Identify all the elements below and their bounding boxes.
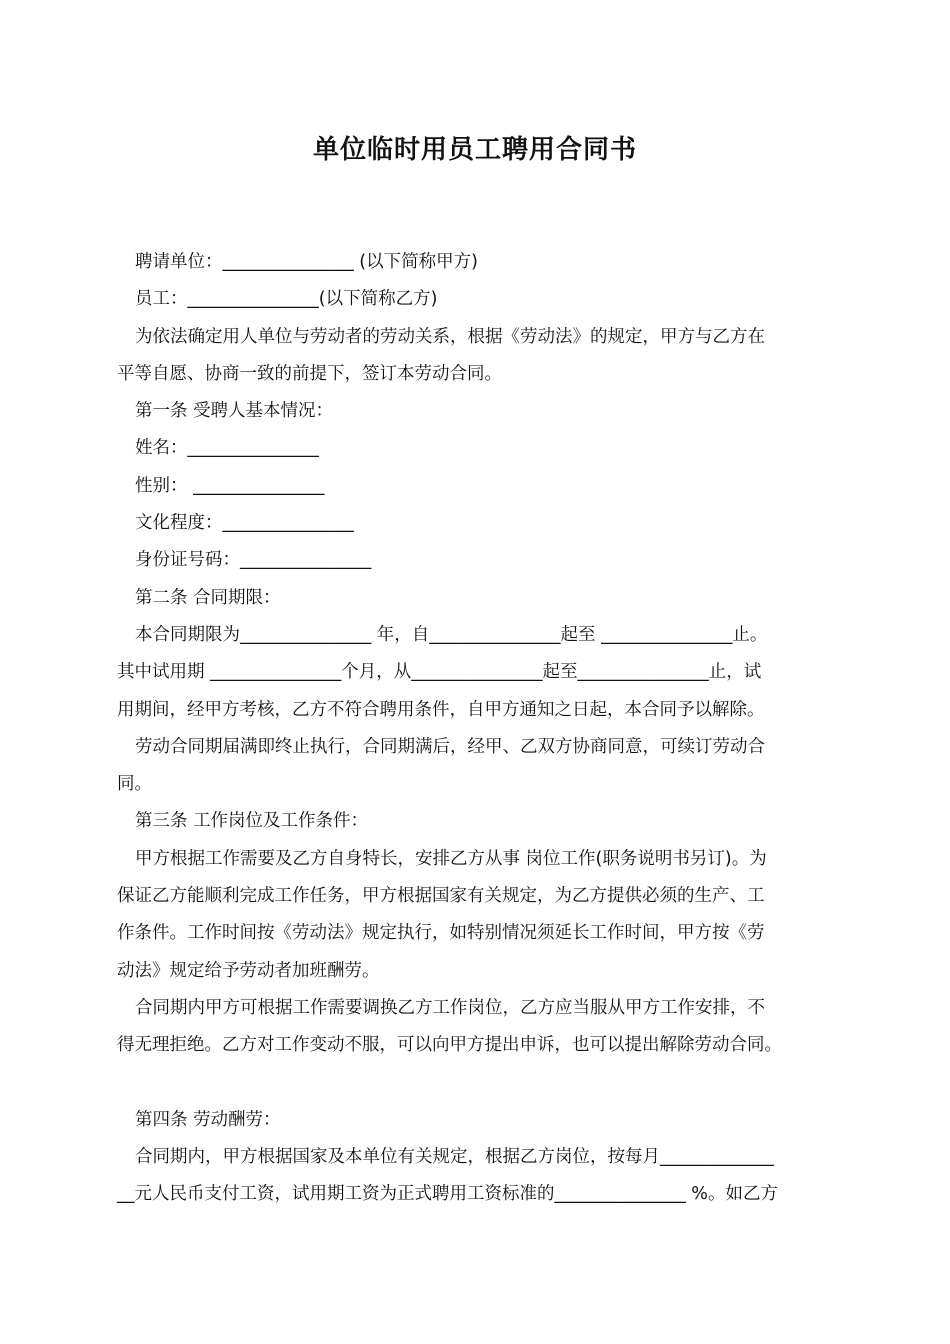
article-1-heading: 第一条 受聘人基本情况： bbox=[135, 401, 334, 422]
transfer-line-1: 合同期内甲方可根据工作需要调换乙方工作岗位，乙方应当服从甲方工作安排，不 bbox=[135, 997, 765, 1018]
gender-field-line: 性别： _______________ bbox=[135, 475, 325, 496]
position-line-2: 保证乙方能顺利完成工作任务，甲方根据国家有关规定，为乙方提供必须的生产、工 bbox=[117, 886, 765, 907]
probation-line: 其中试用期 _______________个月，从_______________起至_______________止，试 bbox=[117, 662, 762, 683]
employer-line: 聘请单位：_______________ (以下简称甲方) bbox=[135, 252, 478, 272]
salary-line-1: 合同期内，甲方根据国家及本单位有关规定，根据乙方岗位，按每月_____________ bbox=[135, 1146, 774, 1167]
preamble-line-2: 平等自愿、协商一致的前提下，签订本劳动合同。 bbox=[117, 363, 502, 384]
paragraph-spacer bbox=[117, 1065, 837, 1102]
transfer-line-2: 得无理拒绝。乙方对工作变动不服，可以向甲方提出申诉，也可以提出解除劳动合同。 bbox=[117, 1035, 782, 1056]
article-2-heading: 第二条 合同期限： bbox=[135, 587, 281, 608]
salary-line-2: __元人民币支付工资，试用期工资为正式聘用工资标准的_______________ %。如乙方 bbox=[117, 1184, 778, 1205]
position-line-1: 甲方根据工作需要及乙方自身特长，安排乙方从事 岗位工作(职务说明书另订)。为 bbox=[135, 848, 767, 869]
renewal-line-2: 同。 bbox=[117, 774, 152, 795]
name-field-line: 姓名：_______________ bbox=[135, 438, 319, 459]
education-field-line: 文化程度：_______________ bbox=[135, 513, 354, 534]
employee-line: 员工：_______________(以下简称乙方) bbox=[135, 289, 438, 310]
term-line: 本合同期限为_______________ 年，自_______________起至 _______________止。 bbox=[135, 624, 768, 645]
article-4-heading: 第四条 劳动酬劳： bbox=[135, 1109, 281, 1130]
preamble-line-1: 为依法确定用人单位与劳动者的劳动关系，根据《劳动法》的规定，甲方与乙方在 bbox=[135, 326, 765, 347]
probation-line-2: 用期间，经甲方考核，乙方不符合聘用条件，自甲方通知之日起，本合同予以解除。 bbox=[117, 699, 765, 720]
document-title: 单位临时用员工聘用合同书 bbox=[312, 135, 637, 165]
article-3-heading: 第三条 工作岗位及工作条件： bbox=[135, 811, 369, 832]
renewal-line-1: 劳动合同期届满即终止执行，合同期满后，经甲、乙双方协商同意，可续订劳动合 bbox=[135, 736, 765, 757]
document-body bbox=[117, 244, 837, 1213]
position-line-4: 动法》规定给予劳动者加班酬劳。 bbox=[117, 960, 380, 981]
position-line-3: 作条件。工作时间按《劳动法》规定执行，如特别情况须延长工作时间，甲方按《劳 bbox=[117, 923, 765, 944]
id-number-field-line: 身份证号码：_______________ bbox=[135, 550, 372, 571]
